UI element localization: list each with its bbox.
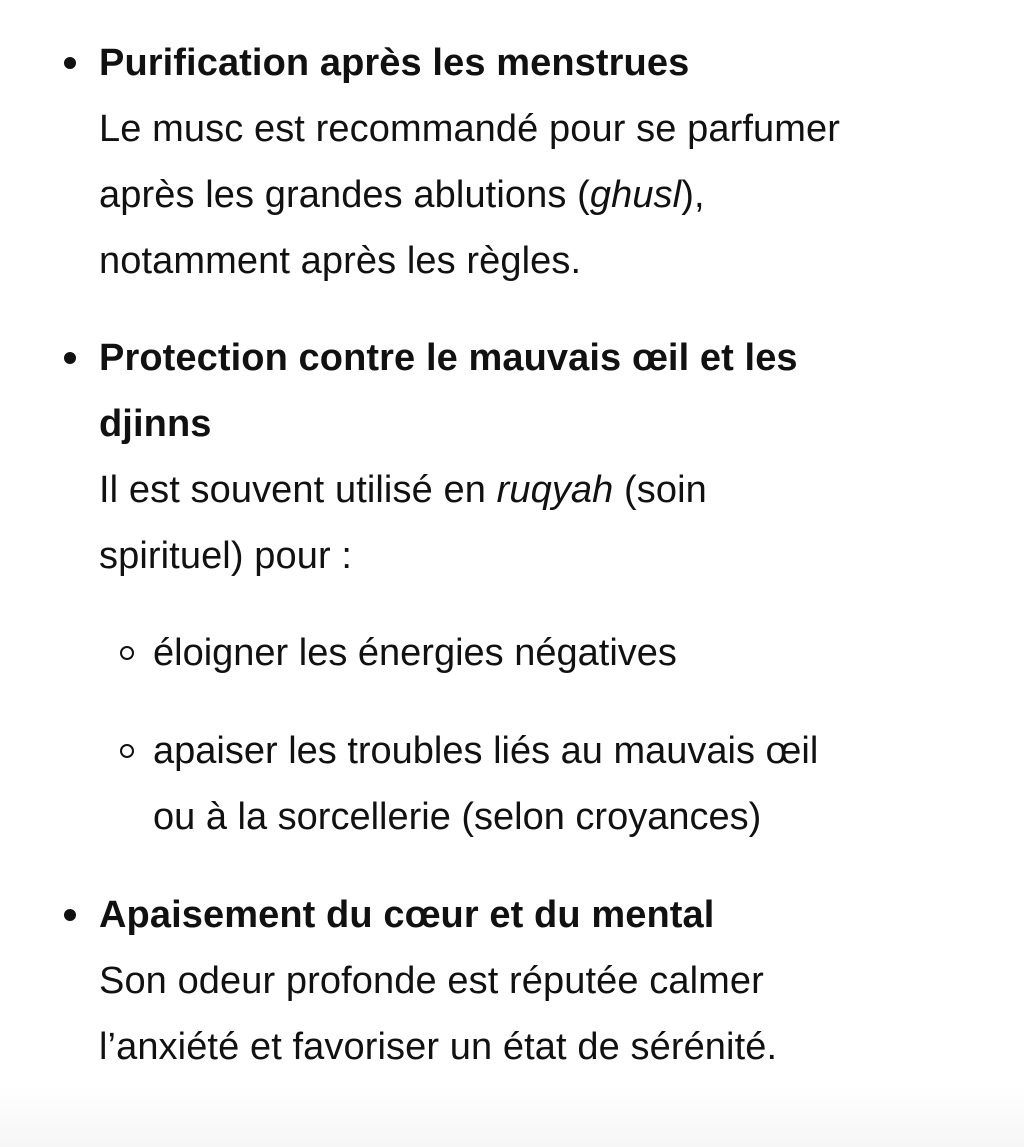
item-body-line: Son odeur profonde est réputée calmer — [99, 960, 764, 1002]
item-title: djinns — [99, 403, 212, 445]
item-body-line: Le musc est recommandé pour se parfumer — [99, 108, 841, 150]
item-body-line: notamment après les règles. — [99, 240, 582, 282]
item-body-line: après les grandes ablutions (ghusl), — [99, 174, 705, 216]
bottom-fade — [0, 1085, 1024, 1147]
item-title: Protection contre le mauvais œil et les — [99, 337, 798, 379]
sub-item: apaiser les troubles liés au mauvais œil — [153, 730, 819, 772]
item-title: Apaisement du cœur et du mental — [99, 894, 715, 936]
sub-item: éloigner les énergies négatives — [153, 632, 677, 674]
hollow-bullet-icon — [120, 744, 134, 758]
item-body-line: spirituel) pour : — [99, 535, 353, 577]
bullet-icon — [64, 909, 76, 921]
bullet-icon — [64, 352, 76, 364]
item-title: Purification après les menstrues — [99, 42, 690, 84]
sub-item: ou à la sorcellerie (selon croyances) — [153, 796, 762, 838]
item-body-line: Il est souvent utilisé en ruqyah (soin — [99, 469, 707, 511]
hollow-bullet-icon — [120, 646, 134, 660]
item-body-line: l’anxiété et favoriser un état de sérénité. — [99, 1026, 778, 1068]
term-ruqyah: ruqyah — [496, 469, 614, 511]
term-ghusl: ghusl — [589, 174, 682, 216]
bullet-icon — [64, 57, 76, 69]
